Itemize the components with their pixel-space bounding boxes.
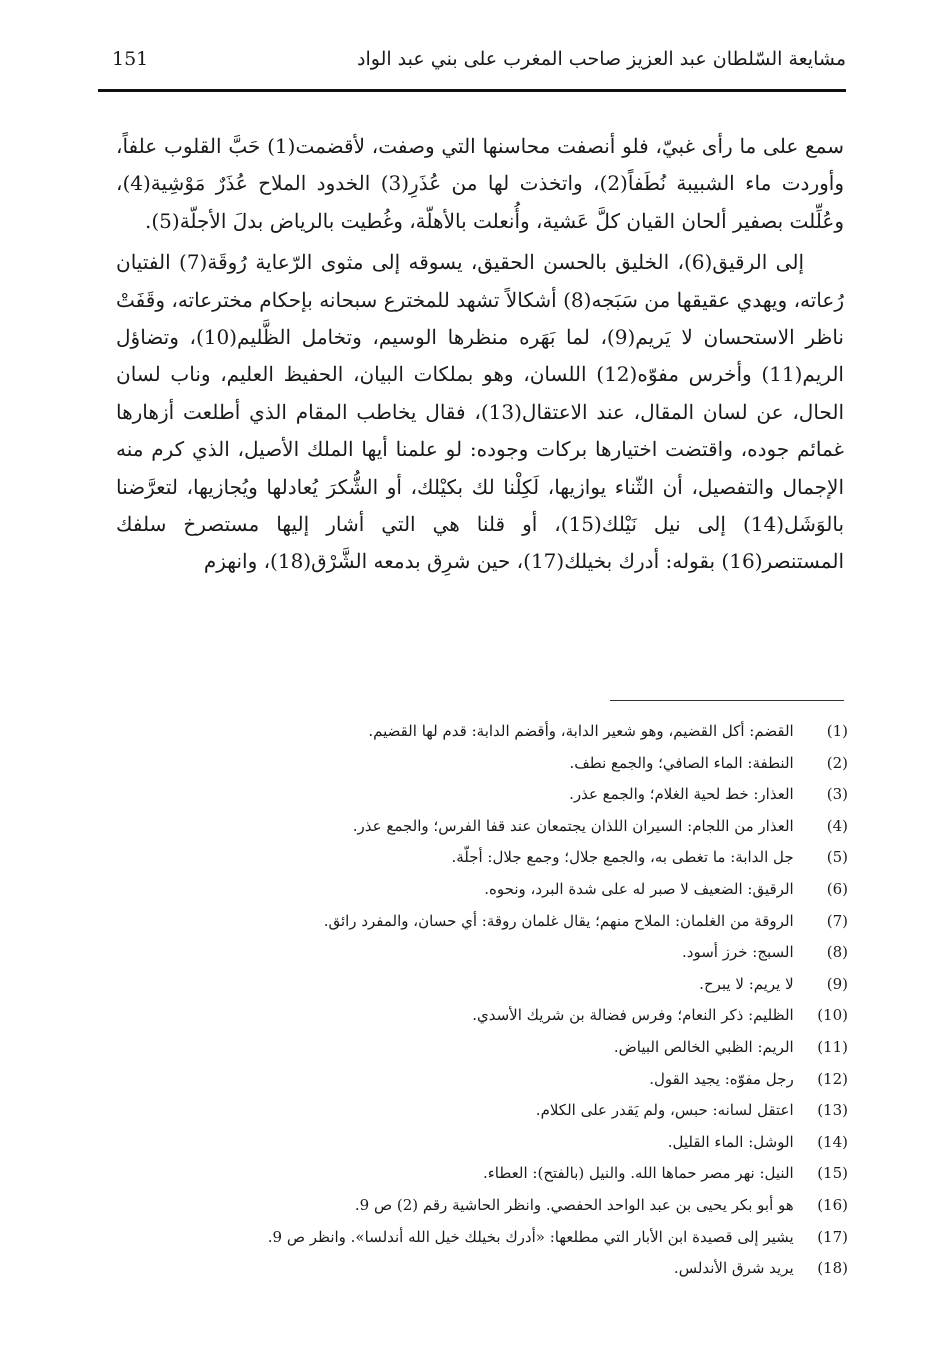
footnote-item	[108, 842, 848, 874]
footnote-item	[108, 1000, 848, 1032]
page-number: 151	[112, 48, 149, 70]
footnote-number: (9)	[826, 974, 848, 993]
footnote-number: (14)	[817, 1132, 848, 1151]
footnote-item	[108, 1032, 848, 1064]
running-title: مشايعة السّلطان عبد العزيز صاحب المغرب على بني عبد الواد	[357, 48, 846, 70]
footnote-text: الروقة من الغلمان: الملاح منهم؛ يقال غلمان روقة: أي حسان، والمفرد رائق.	[323, 911, 794, 930]
footnote-text: العذار من اللجام: السيران اللذان يجتمعان عند قفا الفرس؛ والجمع عذر.	[352, 816, 794, 835]
footnote-text: رجل مفوّه: يجيد القول.	[649, 1069, 794, 1088]
footnote-item	[108, 779, 848, 811]
footnote-item	[108, 1222, 848, 1254]
footnote-text: الوشل: الماء القليل.	[667, 1132, 794, 1151]
footnote-item	[108, 811, 848, 843]
footnote-item	[108, 748, 848, 780]
footnote-number: (18)	[817, 1259, 848, 1278]
footnote-text: النيل: نهر مصر حماها الله. والنيل (بالفتح): العطاء.	[482, 1164, 794, 1183]
footnote-item	[108, 1190, 848, 1222]
footnote-text: الظليم: ذكر النعام؛ وفرس فضالة بن شريك الأسدي.	[472, 1006, 794, 1025]
footnote-number: (1)	[826, 722, 848, 740]
footnote-number: (4)	[826, 816, 848, 835]
footnote-number: (12)	[817, 1069, 848, 1088]
paragraph: سمع على ما رأى غبيّ، فلو أنصفت محاسنها التي وصفت، لأقضمت(1) حَبَّ القلوب علفاً، وأوردت ماء الشبيبة نُطَفاً(2)، واتخذت لها من عُذَرِ(3) الخدود الملاح عُذَرٌ مَوْشِية(4)، وعُلِّلت بصفير ألحان القيان كلَّ عَشية، وأُنعلت بالأهلّة، وغُطيت بالرياض بدلَ الأجلّة(5).	[116, 134, 845, 233]
footnote-number: (17)	[817, 1227, 848, 1246]
footnote-separator	[610, 700, 844, 701]
footnote-item	[108, 874, 848, 906]
footnote-text: الرقيق: الضعيف لا صبر له على شدة البرد، ونحوه.	[484, 879, 794, 898]
footnote-number: (13)	[817, 1101, 848, 1120]
footnote-number: (10)	[817, 1006, 848, 1025]
footnote-item	[108, 969, 848, 1001]
footnote-text: هو أبو بكر يحيى بن عبد الواحد الحفصي. وانظر الحاشية رقم (2) ص 9.	[354, 1195, 794, 1214]
footnotes-list	[108, 716, 848, 1285]
footnote-text: الريم: الظبي الخالص البياض.	[613, 1037, 794, 1056]
paragraph: إلى الرقيق(6)، الخليق بالحسن الحقيق، يسوقه إلى مثوى الرّعاية رُوقَة(7) الفتيان رُعاته، ويهدي عقيقها من سَبَجه(8) أشكالاً تشهد للمخترع سبحانه بإحكام مخترعاته، وقَفَتْ ناظر الاستحسان لا يَريم(9)، لما بَهَره منظرها الوسيم، وتخامل الظَّليم(10)، وتضاؤل الريم(11) وأخرس مفوّه(12) اللسان، وهو بملكات البيان، الحفيظ العليم، وناب لسان الحال، عن لسان المقال، عند الاعتقال(13)، فقال يخاطب المقام الذي أطلعت أزهارها غمائم جوده، واقتضت اختيارها بركات وجوده: لو علمنا أيها الملك الأصيل، الذي كرم منه الإجمال والتفصيل، أن الثّناء يوازيها، لَكِلْنا لك بكيْلك، أو الشُّكرَ يُعادلها ويُجازيها، لتعرَّضنا بالوَشَل(14) إلى نيل نَيْلك(15)، أو قلنا هي التي أشار إليها مستصرخ سلفك المستنصر(16) بقوله: أدرك بخيلك(17)، حين شرِق بدمعه الشَّرْق(18)، وانهزم	[116, 250, 845, 574]
footnote-item	[108, 1253, 848, 1285]
footnote-text: السبج: خرز أسود.	[682, 943, 794, 962]
main-text	[116, 128, 844, 581]
footnote-text: النطفة: الماء الصافي؛ والجمع نطف.	[569, 753, 794, 772]
footnote-item	[108, 1064, 848, 1096]
footnote-number: (6)	[826, 879, 848, 898]
footnote-text: يريد شرق الأندلس.	[673, 1259, 794, 1278]
running-header	[98, 42, 846, 82]
footnote-text: جل الدابة: ما تغطى به، والجمع جلال؛ وجمع جلال: أجلّة.	[451, 848, 794, 867]
footnote-item	[108, 1158, 848, 1190]
footnote-text: القضم: أكل القضيم، وهو شعير الدابة، وأقضم الدابة: قدم لها القضيم.	[368, 722, 794, 740]
footnote-number: (15)	[817, 1164, 848, 1183]
footnote-number: (3)	[826, 785, 848, 804]
footnote-text: اعتقل لسانه: حبس، ولم يَقدر على الكلام.	[535, 1101, 794, 1120]
footnote-item	[108, 1095, 848, 1127]
footnote-number: (8)	[826, 943, 848, 962]
footnote-item	[108, 1127, 848, 1159]
footnote-text: لا يريم: لا يبرح.	[699, 974, 794, 993]
footnote-text: العذار: خط لحية الغلام؛ والجمع عذر.	[569, 785, 794, 804]
footnote-number: (5)	[826, 848, 848, 867]
footnote-item	[108, 906, 848, 938]
footnote-text: يشير إلى قصيدة ابن الأبار التي مطلعها: «أدرك بخيلك خيل الله أندلسا». وانظر ص 9.	[267, 1227, 794, 1246]
footnote-number: (2)	[826, 753, 848, 772]
footnote-number: (16)	[817, 1195, 848, 1214]
footnote-number: (11)	[817, 1037, 848, 1056]
header-rule	[98, 89, 846, 92]
footnote-item	[108, 716, 848, 748]
footnote-number: (7)	[826, 911, 848, 930]
footnote-item	[108, 937, 848, 969]
